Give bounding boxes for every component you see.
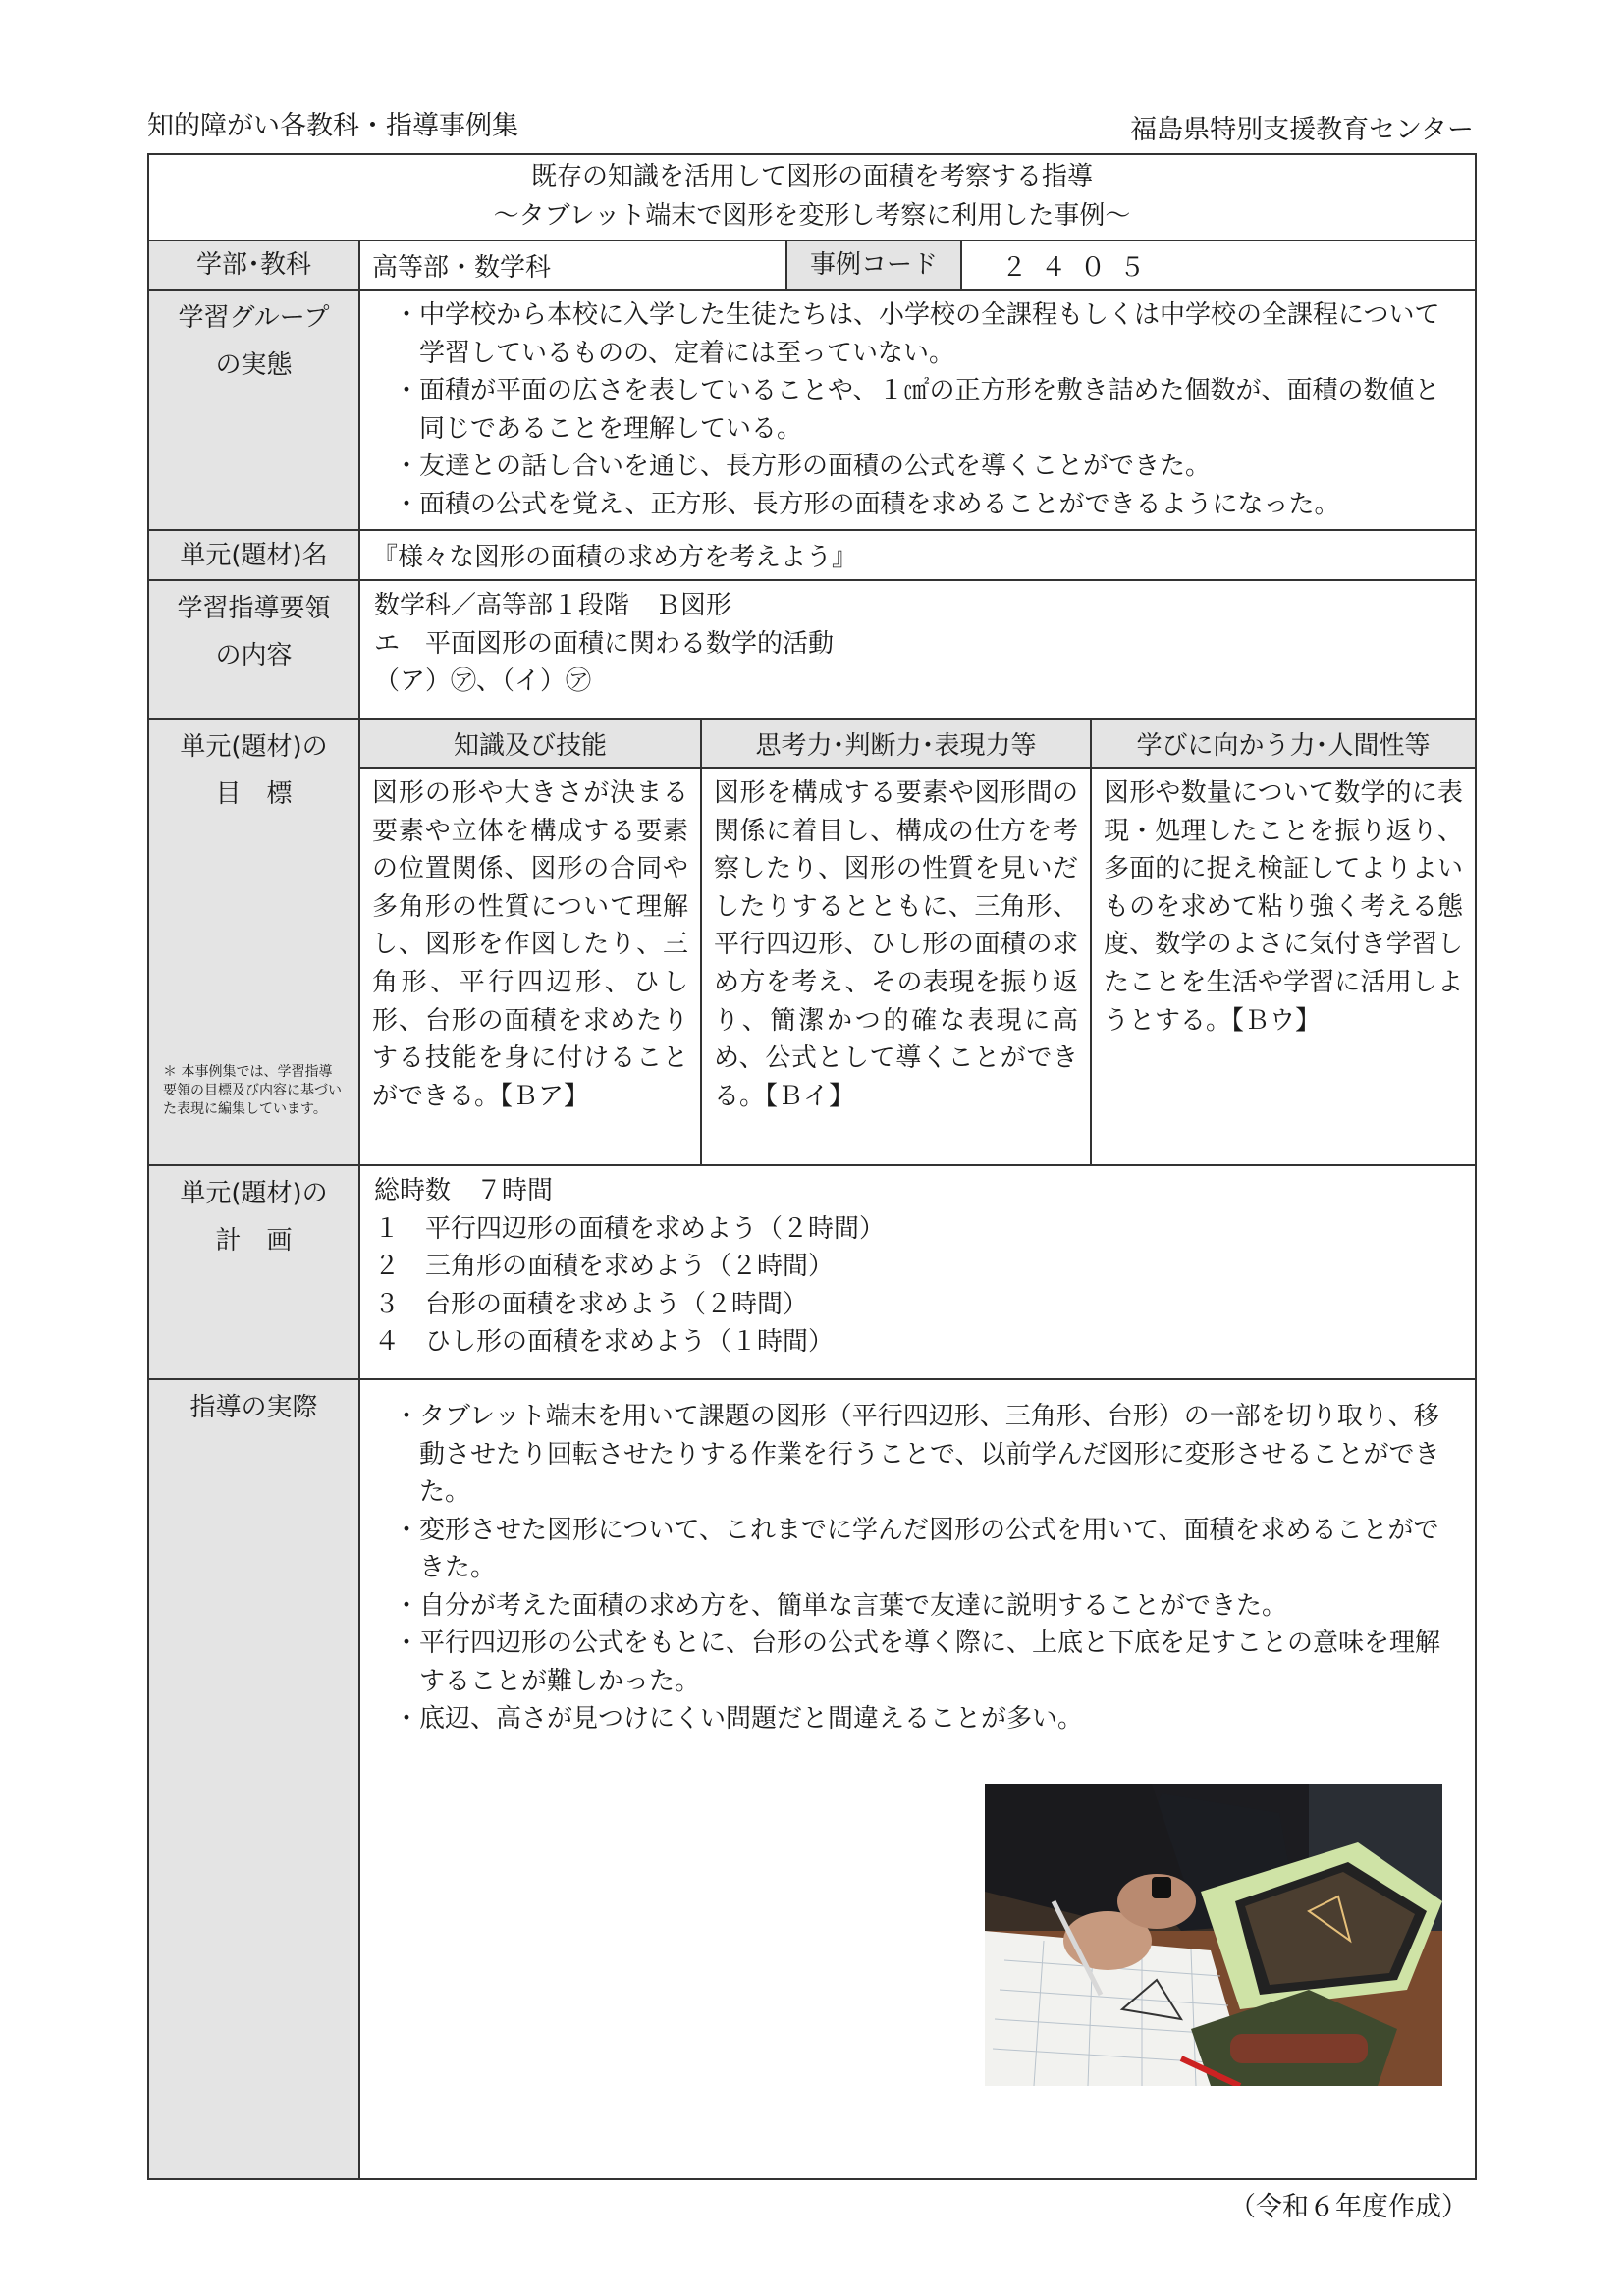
knowledge-skills-goal: 図形の形や大きさが決まる要素や立体を構成する要素の位置関係、図形の合同や多角形の性質について理解し、図形を作図したり、三角形、平行四辺形、ひし形、台形の面積を求めたりする技能を身に付けることができる。【Ｂア】 [359, 768, 701, 1165]
list-item: ・タブレット端末を用いて課題の図形（平行四辺形、三角形、台形）の一部を切り取り、移動させたり回転させたりする作業を行うことで、以前学んだ図形に変形させることができた。 [394, 1402, 1440, 1507]
guideline-line: エ 平面図形の面積に関わる数学的活動 [374, 628, 835, 659]
thinking-judgment-header: 思考力･判断力･表現力等 [701, 719, 1091, 768]
organization-name: 福島県特別支援教育センター [1130, 115, 1474, 145]
plan-line: ４ ひし形の面積を求めよう（１時間） [374, 1327, 835, 1357]
goals-label [148, 719, 359, 1165]
list-item: ・自分が考えた面積の求め方を、簡単な言葉で友達に説明することができた。 [394, 1590, 1288, 1621]
classroom-photo [985, 1784, 1442, 2086]
goals-label-line2: 目 標 [215, 779, 293, 809]
group-label-line1: 学習グループ [178, 303, 330, 333]
plan-label-line2: 計 画 [215, 1226, 293, 1255]
creation-date: （令和６年度作成） [1229, 2192, 1468, 2222]
plan-line: ２ 三角形の面積を求めよう（２時間） [374, 1252, 835, 1281]
group-label [148, 290, 359, 530]
attitude-goal: 図形や数量について数学的に表現・処理したことを振り返り、多面的に捉え検証してよりよいものを求めて粘り強く考える態度、数学のよさに気付き学習したことを生活や学習に活用しようとする。【Ｂウ】 [1091, 768, 1476, 1165]
thinking-judgment-goal: 図形を構成する要素や図形間の関係に着目し、構成の仕方を考察したり、図形の性質を見いだしたりするとともに、三角形、平行四辺形、ひし形の面積の求め方を考え、その表現を振り返り、簡潔かつ的確な表現に高め、公式として導くことができる。【Ｂイ】 [701, 768, 1091, 1165]
guideline-line: （ア）㋐、（イ）㋐ [374, 667, 592, 696]
guideline-content [359, 580, 1476, 719]
subject-label: 学部･教科 [148, 240, 359, 290]
unit-name-value: 『様々な図形の面積の求め方を考えよう』 [359, 530, 1476, 580]
practice-label: 指導の実際 [148, 1379, 359, 2179]
list-item: ・友達との話し合いを通じ、長方形の面積の公式を導くことができた。 [394, 452, 1212, 481]
list-item: ・平行四辺形の公式をもとに、台形の公式を導く際に、上底と下底を足すことの意味を理解することが難しかった。 [394, 1629, 1441, 1696]
plan-line: 総時数 ７時間 [374, 1176, 554, 1205]
group-description [359, 290, 1476, 530]
title-line-1: 既存の知識を活用して図形の面積を考察する指導 [531, 162, 1094, 191]
list-item: ・変形させた図形について、これまでに学んだ図形の公式を用いて、面積を求めることができた。 [394, 1515, 1439, 1582]
photo-illustration [985, 1784, 1442, 2086]
case-code-label: 事例コード [786, 240, 961, 290]
plan-line: ３ 台形の面積を求めよう（２時間） [374, 1289, 809, 1319]
case-title [148, 154, 1476, 240]
knowledge-skills-header: 知識及び技能 [359, 719, 701, 768]
guideline-line: 数学科／高等部１段階 Ｂ図形 [374, 591, 732, 620]
plan-line: １ 平行四辺形の面積を求めよう（２時間） [374, 1213, 886, 1244]
group-label-line2: の実態 [215, 350, 293, 380]
guideline-label [148, 580, 359, 719]
guideline-label-line2: の内容 [215, 641, 293, 670]
list-item: ・底辺、高さが見つけにくい問題だと間違えることが多い。 [394, 1704, 1084, 1734]
unit-name-label: 単元(題材)名 [148, 530, 359, 580]
goals-label-line1: 単元(題材)の [180, 732, 328, 762]
plan-content [359, 1165, 1476, 1379]
title-line-2: ～タブレット端末で図形を変形し考察に利用した事例～ [493, 201, 1131, 231]
guideline-label-line1: 学習指導要領 [177, 594, 331, 623]
list-item: ・中学校から本校に入学した生徒たちは、小学校の全課程もしくは中学校の全課程について学習しているものの、定着には至っていない。 [394, 300, 1440, 368]
subject-value: 高等部・数学科 [359, 240, 786, 290]
collection-title: 知的障がい各教科・指導事例集 [147, 111, 518, 141]
list-item: ・面積の公式を覚え、正方形、長方形の面積を求めることができるようになった。 [394, 489, 1340, 519]
attitude-header: 学びに向かう力･人間性等 [1091, 719, 1476, 768]
case-code-value: ２４０５ [961, 240, 1476, 290]
plan-label [148, 1165, 359, 1379]
list-item: ・面積が平面の広さを表していることや、１㎠の正方形を敷き詰めた個数が、面積の数値と同じであることを理解している。 [394, 376, 1440, 444]
editing-note: ＊ 本事例集では、学習指導要領の目標及び内容に基づいた表現に編集しています。 [163, 1064, 342, 1117]
plan-label-line1: 単元(題材)の [180, 1179, 328, 1208]
